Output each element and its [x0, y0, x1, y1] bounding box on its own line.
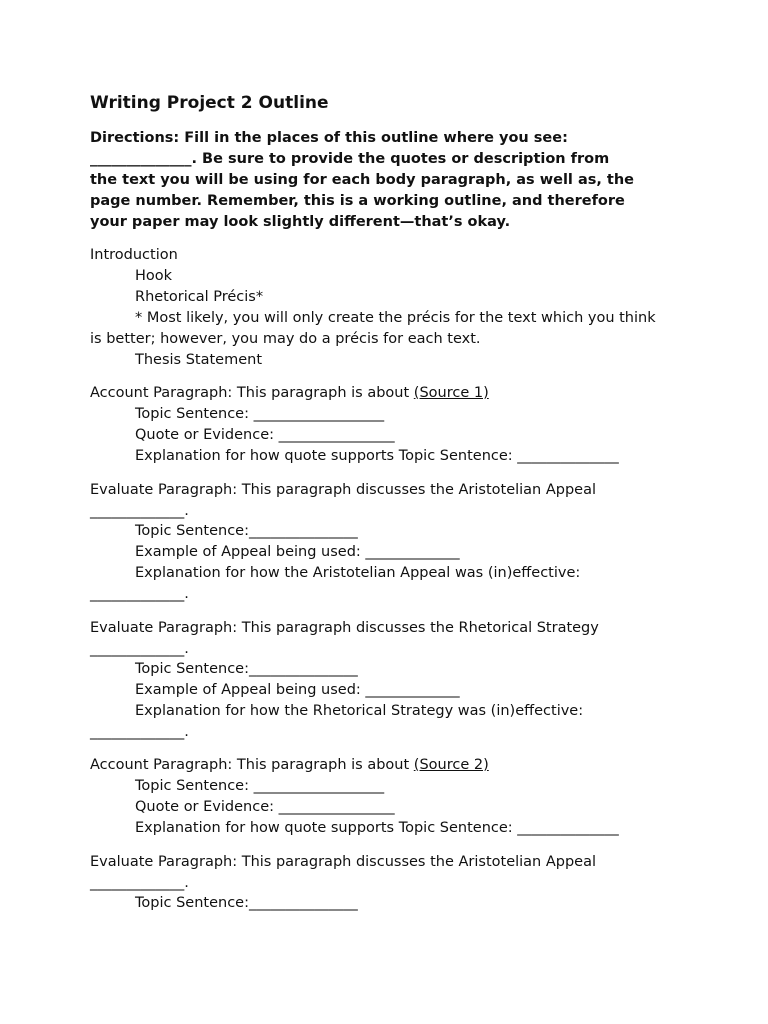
source-label: (Source 2)	[413, 757, 489, 773]
precis-note-line: is better; however, you may do a précis for each text.	[90, 331, 481, 347]
evaluate-paragraph-heading: Evaluate Paragraph: This paragraph discusses the Rhetorical Strategy	[90, 620, 599, 636]
thesis-item: Thesis Statement	[135, 352, 263, 368]
explanation-item: Explanation for how the Rhetorical Strategy was (in)effective:	[135, 703, 584, 719]
blank-line: _____________.	[90, 586, 189, 602]
appeal-example-item: Example of Appeal being used: _____________	[135, 544, 460, 560]
directions-line: Directions: Fill in the places of this outline where you see:	[90, 130, 568, 146]
hook-item: Hook	[135, 268, 173, 284]
explanation-item: Explanation for how the Aristotelian Appeal was (in)effective:	[135, 565, 581, 581]
directions-line: the text you will be using for each body paragraph, as well as, the	[90, 172, 634, 188]
blank-line: _____________.	[90, 641, 189, 657]
directions-line: ______________. Be sure to provide the quotes or description from	[90, 151, 610, 167]
account-paragraph-heading	[90, 383, 489, 404]
precis-note-line: * Most likely, you will only create the précis for the text which you think	[135, 310, 656, 326]
directions-line: your paper may look slightly different—that’s okay.	[90, 214, 511, 230]
introduction-heading: Introduction	[90, 247, 178, 263]
topic-sentence-item: Topic Sentence:_______________	[135, 523, 358, 539]
blank-line: _____________.	[90, 503, 189, 519]
quote-evidence-item: Quote or Evidence: ________________	[135, 427, 395, 443]
topic-sentence-item: Topic Sentence: __________________	[135, 406, 385, 422]
account-heading-text: Account Paragraph: This paragraph is about	[90, 385, 414, 401]
evaluate-paragraph-heading: Evaluate Paragraph: This paragraph discusses the Aristotelian Appeal	[90, 854, 597, 870]
document-title: Writing Project 2 Outline	[90, 93, 329, 113]
topic-sentence-item: Topic Sentence:_______________	[135, 661, 358, 677]
source-label: (Source 1)	[413, 385, 489, 401]
blank-line: _____________.	[90, 875, 189, 891]
appeal-example-item: Example of Appeal being used: _____________	[135, 682, 460, 698]
explanation-item: Explanation for how quote supports Topic Sentence: ______________	[135, 448, 619, 464]
evaluate-paragraph-heading: Evaluate Paragraph: This paragraph discusses the Aristotelian Appeal	[90, 482, 597, 498]
explanation-item: Explanation for how quote supports Topic Sentence: ______________	[135, 820, 619, 836]
account-heading-text: Account Paragraph: This paragraph is about	[90, 757, 414, 773]
directions-line: page number. Remember, this is a working outline, and therefore	[90, 193, 625, 209]
topic-sentence-item: Topic Sentence: __________________	[135, 778, 385, 794]
account-paragraph-heading	[90, 755, 489, 776]
blank-line: _____________.	[90, 724, 189, 740]
quote-evidence-item: Quote or Evidence: ________________	[135, 799, 395, 815]
topic-sentence-item: Topic Sentence:_______________	[135, 895, 358, 911]
precis-item: Rhetorical Précis*	[135, 289, 264, 305]
directions-paragraph	[90, 128, 680, 233]
